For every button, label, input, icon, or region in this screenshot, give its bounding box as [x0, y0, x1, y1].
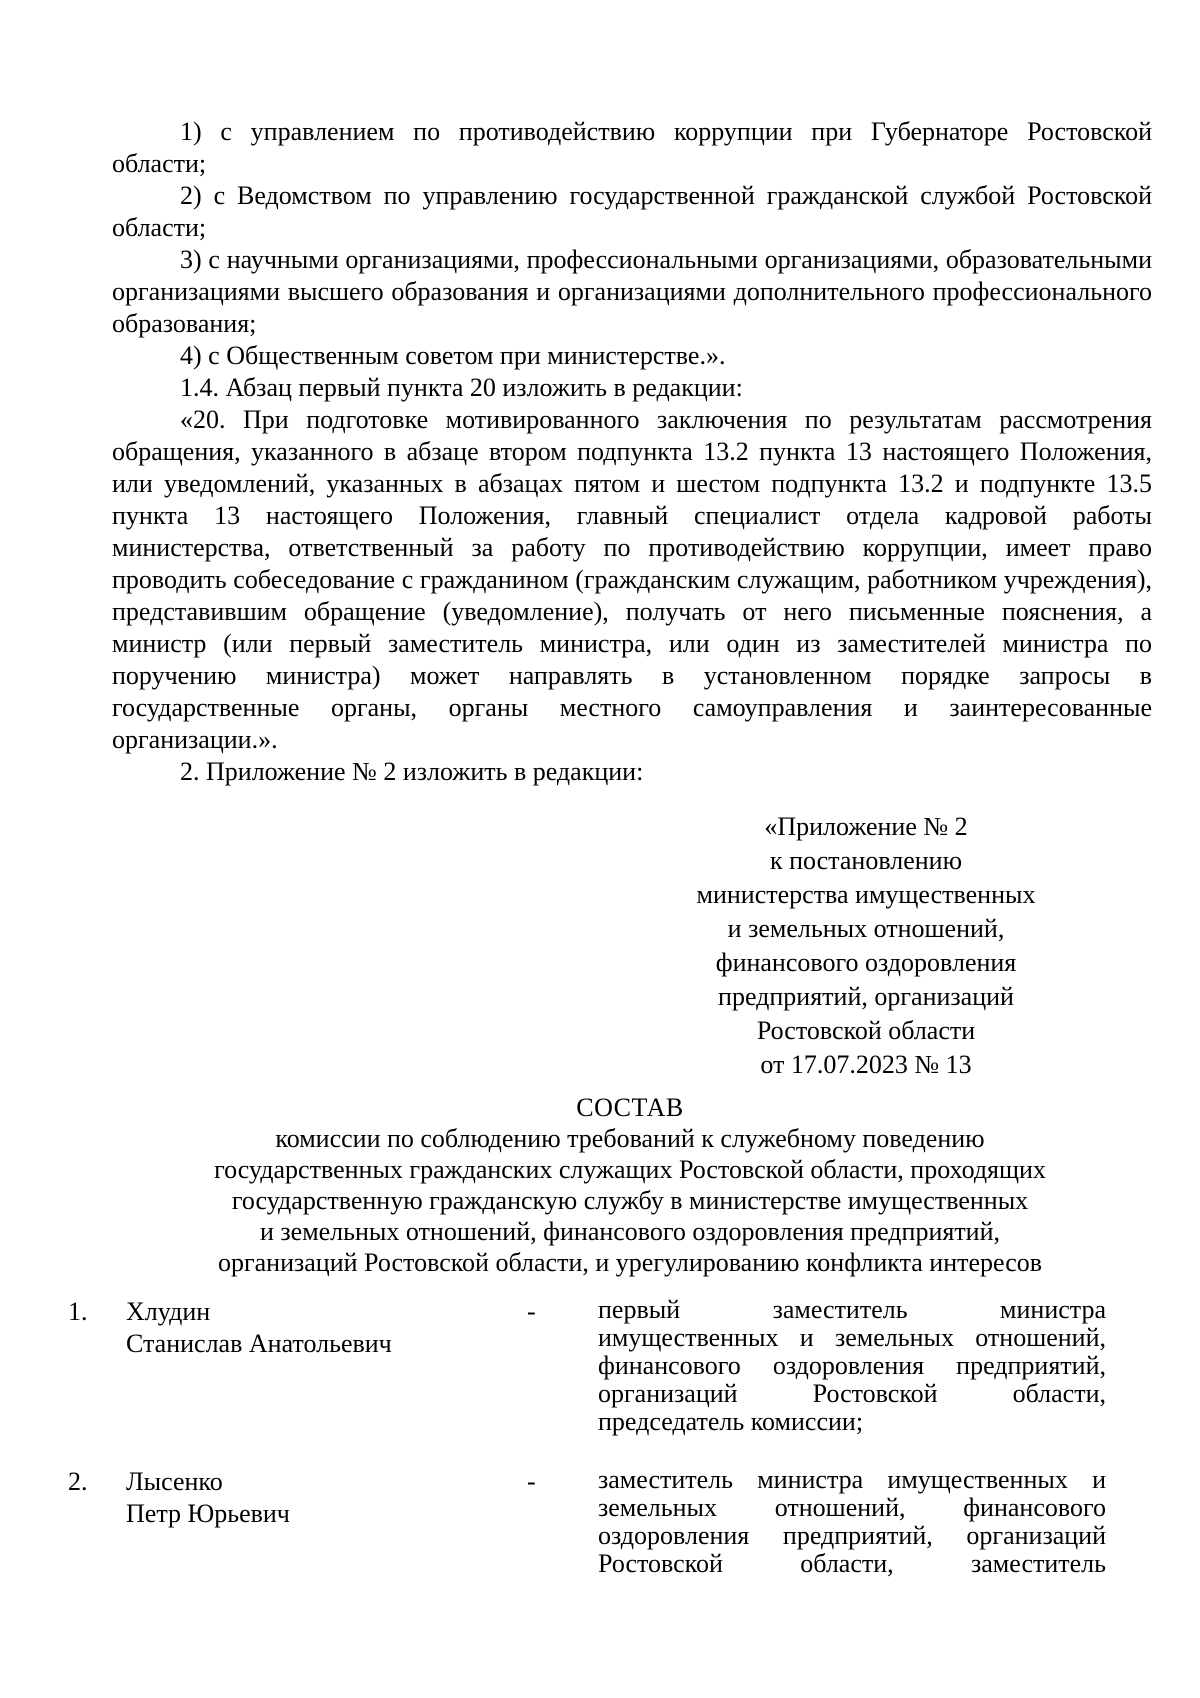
- paragraph-item-4: 4) с Общественным советом при министерстве.».: [180, 341, 726, 370]
- paragraph-amendment-1-4: 1.4. Абзац первый пункта 20 изложить в редакции:: [180, 373, 743, 402]
- appendix-line: Ростовской области: [756, 1016, 976, 1045]
- member-dash: -: [527, 1467, 536, 1496]
- appendix-line: министерства имущественных: [696, 880, 1036, 909]
- member-row: [60, 1466, 1120, 1636]
- paragraph-point-20: «20. При подготовке мотивированного заключения по результатам рассмотрения обращения, указанного в абзаце втором подпункта 13.2 пункта 13 настоящего Положения, или уведомлений, указанных в абзацах пятом и шестом подпункта 13.2 и подпункте 13.5 пункта 13 настоящего Положения, главный специалист отдела кадровой работы министерства, ответственный за работу по противодействию коррупции, имеет право проводить собеседование с гражданином (гражданским служащим, работником учреждения), представившим обращение (уведомление), получать от него письменные пояснения, а министр (или первый заместитель министра, или один из заместителей министра по поручению министра) может направлять в установленном порядке запросы в государственные органы, органы местного самоуправления и заинтересованные организации.».: [112, 405, 1152, 754]
- appendix-line: и земельных отношений,: [727, 914, 1005, 943]
- paragraph-amendment-2: 2. Приложение № 2 изложить в редакции:: [180, 757, 644, 786]
- appendix-line: от 17.07.2023 № 13: [760, 1050, 972, 1079]
- appendix-reference: [656, 810, 1076, 1082]
- member-row: [60, 1296, 1120, 1466]
- document-body: [112, 116, 1152, 788]
- member-number: 2.: [68, 1467, 88, 1496]
- heading-line: и земельных отношений, финансового оздоровления предприятий,: [259, 1217, 1001, 1246]
- appendix-line: финансового оздоровления: [715, 948, 1017, 977]
- paragraph-item-2: 2) с Ведомством по управлению государственной гражданской службой Ростовской области;: [112, 181, 1152, 242]
- appendix-line: «Приложение № 2: [764, 812, 968, 841]
- appendix-line: к постановлению: [769, 846, 963, 875]
- heading-line: государственную гражданскую службу в министерстве имущественных: [231, 1186, 1029, 1215]
- member-surname: Хлудин: [126, 1297, 211, 1326]
- commission-heading: [140, 1092, 1120, 1278]
- member-given-names: Станислав Анатольевич: [126, 1329, 392, 1358]
- member-given-names: Петр Юрьевич: [126, 1499, 290, 1528]
- appendix-line: предприятий, организаций: [718, 982, 1014, 1011]
- paragraph-item-3: 3) с научными организациями, профессиональными организациями, образовательными организациями высшего образования и организациями дополнительного профессионального образования;: [112, 245, 1152, 338]
- members-list: [60, 1296, 1120, 1636]
- paragraph-item-1: 1) с управлением по противодействию коррупции при Губернаторе Ростовской области;: [112, 117, 1152, 178]
- member-dash: -: [527, 1297, 536, 1326]
- heading-line: государственных гражданских служащих Ростовской области, проходящих: [214, 1155, 1046, 1184]
- heading-title: СОСТАВ: [576, 1093, 684, 1122]
- member-name: [126, 1466, 290, 1530]
- member-name: [126, 1296, 392, 1360]
- member-role: заместитель министра имущественных и земельных отношений, финансового оздоровления предприятий, организаций Ростовской области, заместитель: [598, 1465, 1106, 1578]
- member-role: первый заместитель министра имущественных и земельных отношений, финансового оздоровления предприятий, организаций Ростовской области, председатель комиссии;: [598, 1295, 1106, 1436]
- member-surname: Лысенко: [126, 1467, 223, 1496]
- member-number: 1.: [68, 1297, 88, 1326]
- heading-line: организаций Ростовской области, и урегулированию конфликта интересов: [217, 1248, 1043, 1277]
- heading-line: комиссии по соблюдению требований к служебному поведению: [275, 1124, 985, 1153]
